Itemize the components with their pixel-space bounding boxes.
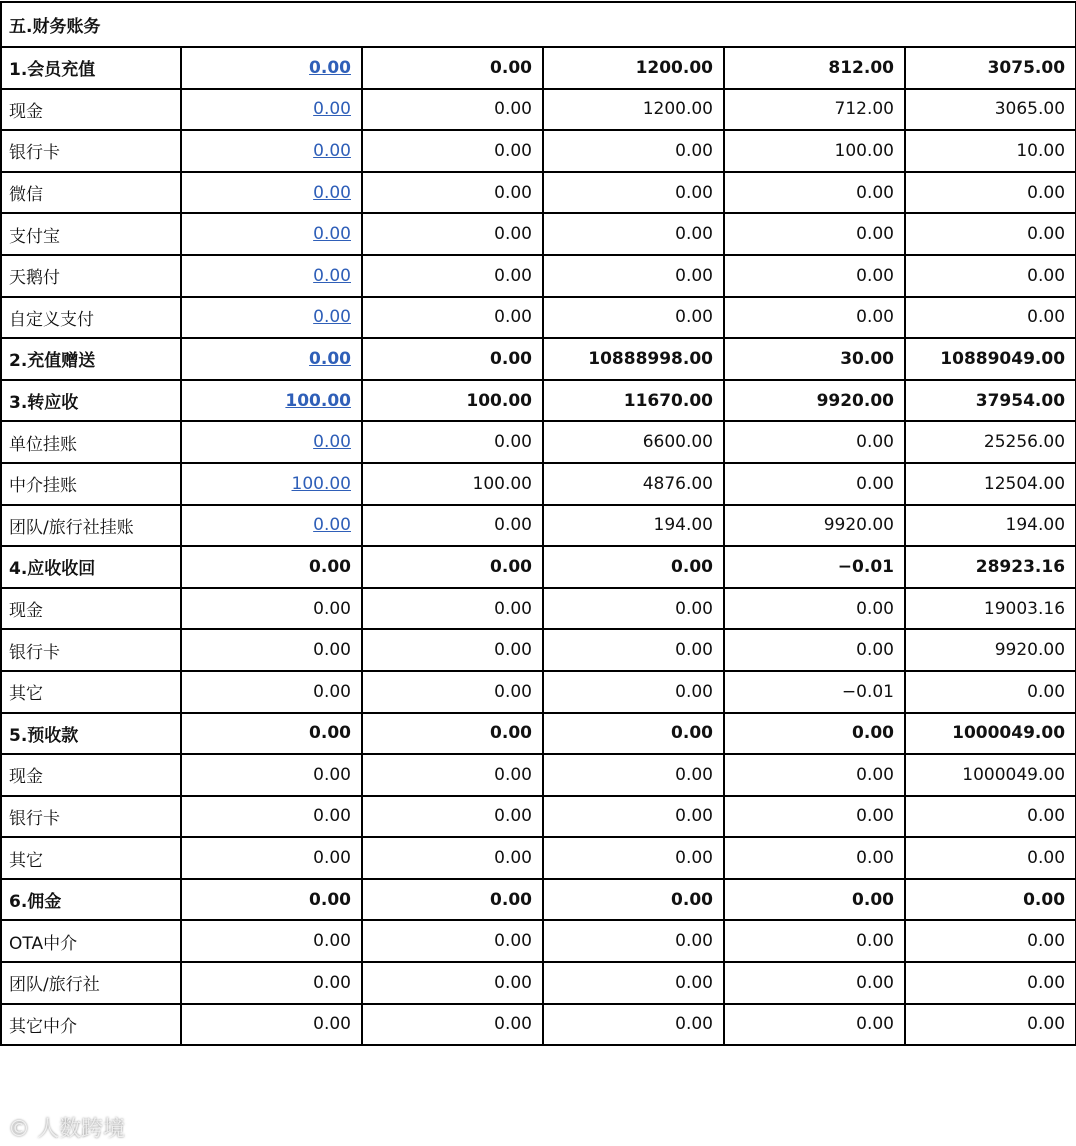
- value-cell-c1: [181, 172, 362, 214]
- value-cell-c1: 0.00: [181, 962, 362, 1004]
- value-cell-c1: 0.00: [181, 1004, 362, 1046]
- row-label: 微信: [1, 172, 181, 214]
- value-cell-c3: 0.00: [543, 213, 724, 255]
- value-cell-c1: 0.00: [181, 546, 362, 588]
- table-row: [1, 546, 1076, 588]
- value-cell-c2: 0.00: [362, 297, 543, 339]
- row-label: 现金: [1, 89, 181, 131]
- value-cell-c3: 0.00: [543, 172, 724, 214]
- value-link[interactable]: 100.00: [291, 473, 351, 494]
- table-row: [1, 796, 1076, 838]
- value-cell-c3: 1200.00: [543, 47, 724, 89]
- table-row: [1, 754, 1076, 796]
- row-label: 6.佣金: [1, 879, 181, 921]
- value-cell-c2: 0.00: [362, 671, 543, 713]
- value-cell-c1: [181, 297, 362, 339]
- value-cell-c3: 10888998.00: [543, 338, 724, 380]
- value-cell-c2: 0.00: [362, 89, 543, 131]
- value-cell-c1: 0.00: [181, 796, 362, 838]
- value-cell-c1: [181, 421, 362, 463]
- value-cell-c2: 0.00: [362, 588, 543, 630]
- value-cell-c5: 3065.00: [905, 89, 1076, 131]
- row-label: 其它中介: [1, 1004, 181, 1046]
- value-cell-c2: 100.00: [362, 380, 543, 422]
- value-cell-c4: −0.01: [724, 671, 905, 713]
- table-row: [1, 505, 1076, 547]
- value-link[interactable]: 0.00: [309, 57, 351, 78]
- value-cell-c5: 25256.00: [905, 421, 1076, 463]
- value-cell-c5: 9920.00: [905, 629, 1076, 671]
- value-cell-c3: 0.00: [543, 546, 724, 588]
- value-cell-c4: 0.00: [724, 837, 905, 879]
- value-cell-c1: 0.00: [181, 713, 362, 755]
- table-row: [1, 879, 1076, 921]
- table-row: [1, 713, 1076, 755]
- finance-table: [0, 1, 1076, 1046]
- value-cell-c3: 0.00: [543, 588, 724, 630]
- value-cell-c1: [181, 130, 362, 172]
- row-label: 银行卡: [1, 796, 181, 838]
- table-row: [1, 213, 1076, 255]
- value-cell-c3: 0.00: [543, 796, 724, 838]
- value-cell-c4: 0.00: [724, 172, 905, 214]
- table-row: [1, 962, 1076, 1004]
- value-cell-c5: 0.00: [905, 962, 1076, 1004]
- watermark: © 人数跨境: [8, 1117, 125, 1142]
- row-label: 团队/旅行社: [1, 962, 181, 1004]
- value-cell-c5: 0.00: [905, 837, 1076, 879]
- table-row: [1, 255, 1076, 297]
- value-cell-c2: 100.00: [362, 463, 543, 505]
- table-row: [1, 172, 1076, 214]
- value-link[interactable]: 100.00: [285, 390, 351, 411]
- value-cell-c3: 0.00: [543, 879, 724, 921]
- value-cell-c5: 0.00: [905, 796, 1076, 838]
- value-link[interactable]: 0.00: [309, 348, 351, 369]
- value-cell-c1: 0.00: [181, 837, 362, 879]
- row-label: 4.应收收回: [1, 546, 181, 588]
- table-row: [1, 1004, 1076, 1046]
- value-cell-c2: 0.00: [362, 796, 543, 838]
- value-cell-c1: [181, 463, 362, 505]
- value-cell-c3: 194.00: [543, 505, 724, 547]
- section-title: 五.财务账务: [1, 2, 1076, 47]
- value-cell-c3: 0.00: [543, 837, 724, 879]
- value-cell-c3: 0.00: [543, 297, 724, 339]
- row-label: 其它: [1, 837, 181, 879]
- value-cell-c5: 0.00: [905, 671, 1076, 713]
- row-label: 5.预收款: [1, 713, 181, 755]
- value-cell-c4: 9920.00: [724, 505, 905, 547]
- value-cell-c2: 0.00: [362, 255, 543, 297]
- value-cell-c5: 28923.16: [905, 546, 1076, 588]
- value-cell-c2: 0.00: [362, 47, 543, 89]
- row-label: 支付宝: [1, 213, 181, 255]
- value-cell-c1: [181, 89, 362, 131]
- value-cell-c2: 0.00: [362, 713, 543, 755]
- value-link[interactable]: 0.00: [313, 140, 351, 161]
- value-cell-c1: [181, 213, 362, 255]
- value-cell-c3: 0.00: [543, 671, 724, 713]
- value-cell-c1: [181, 338, 362, 380]
- value-cell-c3: 0.00: [543, 754, 724, 796]
- value-link[interactable]: 0.00: [313, 265, 351, 286]
- row-label: 3.转应收: [1, 380, 181, 422]
- value-cell-c2: 0.00: [362, 213, 543, 255]
- table-row: [1, 380, 1076, 422]
- value-cell-c4: −0.01: [724, 546, 905, 588]
- row-label: 中介挂账: [1, 463, 181, 505]
- row-label: 银行卡: [1, 130, 181, 172]
- value-cell-c2: 0.00: [362, 1004, 543, 1046]
- value-cell-c1: 0.00: [181, 920, 362, 962]
- value-cell-c4: 0.00: [724, 1004, 905, 1046]
- value-link[interactable]: 0.00: [313, 515, 351, 536]
- value-cell-c1: 0.00: [181, 754, 362, 796]
- value-cell-c4: 712.00: [724, 89, 905, 131]
- row-label: 天鹅付: [1, 255, 181, 297]
- value-cell-c1: [181, 505, 362, 547]
- value-cell-c4: 0.00: [724, 297, 905, 339]
- value-cell-c5: 10.00: [905, 130, 1076, 172]
- value-cell-c5: 10889049.00: [905, 338, 1076, 380]
- value-link[interactable]: 0.00: [313, 307, 351, 328]
- value-cell-c4: 0.00: [724, 920, 905, 962]
- table-row: [1, 629, 1076, 671]
- table-row: [1, 463, 1076, 505]
- value-cell-c5: 3075.00: [905, 47, 1076, 89]
- value-cell-c5: 0.00: [905, 297, 1076, 339]
- value-link[interactable]: 0.00: [313, 432, 351, 453]
- value-cell-c2: 0.00: [362, 172, 543, 214]
- value-cell-c5: 1000049.00: [905, 754, 1076, 796]
- value-cell-c3: 4876.00: [543, 463, 724, 505]
- value-cell-c3: 0.00: [543, 713, 724, 755]
- value-cell-c4: 30.00: [724, 338, 905, 380]
- row-label: 现金: [1, 754, 181, 796]
- value-cell-c2: 0.00: [362, 505, 543, 547]
- value-cell-c5: 37954.00: [905, 380, 1076, 422]
- value-cell-c1: 0.00: [181, 588, 362, 630]
- value-cell-c2: 0.00: [362, 130, 543, 172]
- value-cell-c2: 0.00: [362, 879, 543, 921]
- value-cell-c4: 0.00: [724, 796, 905, 838]
- value-cell-c1: 0.00: [181, 629, 362, 671]
- value-cell-c1: 0.00: [181, 879, 362, 921]
- value-cell-c4: 0.00: [724, 754, 905, 796]
- value-cell-c2: 0.00: [362, 754, 543, 796]
- value-cell-c2: 0.00: [362, 629, 543, 671]
- value-cell-c4: 0.00: [724, 463, 905, 505]
- value-cell-c4: 100.00: [724, 130, 905, 172]
- value-cell-c5: 0.00: [905, 255, 1076, 297]
- value-cell-c3: 0.00: [543, 130, 724, 172]
- value-cell-c5: 1000049.00: [905, 713, 1076, 755]
- value-cell-c4: 0.00: [724, 213, 905, 255]
- value-cell-c3: 0.00: [543, 629, 724, 671]
- value-cell-c4: 9920.00: [724, 380, 905, 422]
- value-cell-c2: 0.00: [362, 837, 543, 879]
- value-cell-c5: 0.00: [905, 172, 1076, 214]
- value-cell-c4: 0.00: [724, 962, 905, 1004]
- value-cell-c3: 0.00: [543, 255, 724, 297]
- value-cell-c3: 0.00: [543, 962, 724, 1004]
- row-label: OTA中介: [1, 920, 181, 962]
- table-row: [1, 920, 1076, 962]
- row-label: 银行卡: [1, 629, 181, 671]
- value-cell-c4: 0.00: [724, 588, 905, 630]
- row-label: 团队/旅行社挂账: [1, 505, 181, 547]
- value-cell-c3: 11670.00: [543, 380, 724, 422]
- value-cell-c4: 812.00: [724, 47, 905, 89]
- table-row: [1, 421, 1076, 463]
- row-label: 2.充值赠送: [1, 338, 181, 380]
- value-cell-c3: 0.00: [543, 920, 724, 962]
- value-cell-c4: 0.00: [724, 255, 905, 297]
- value-cell-c3: 1200.00: [543, 89, 724, 131]
- value-cell-c3: 6600.00: [543, 421, 724, 463]
- value-cell-c4: 0.00: [724, 421, 905, 463]
- row-label: 现金: [1, 588, 181, 630]
- row-label: 其它: [1, 671, 181, 713]
- value-cell-c5: 12504.00: [905, 463, 1076, 505]
- row-label: 1.会员充值: [1, 47, 181, 89]
- value-cell-c2: 0.00: [362, 421, 543, 463]
- table-row: [1, 671, 1076, 713]
- value-cell-c2: 0.00: [362, 962, 543, 1004]
- table-row: [1, 89, 1076, 131]
- table-row: [1, 47, 1076, 89]
- value-cell-c4: 0.00: [724, 879, 905, 921]
- row-label: 单位挂账: [1, 421, 181, 463]
- value-link[interactable]: 0.00: [313, 224, 351, 245]
- row-label: 自定义支付: [1, 297, 181, 339]
- value-cell-c5: 194.00: [905, 505, 1076, 547]
- value-cell-c4: 0.00: [724, 629, 905, 671]
- table-row: [1, 130, 1076, 172]
- table-row: [1, 588, 1076, 630]
- value-cell-c4: 0.00: [724, 713, 905, 755]
- value-cell-c5: 0.00: [905, 1004, 1076, 1046]
- value-cell-c2: 0.00: [362, 338, 543, 380]
- value-cell-c1: 0.00: [181, 671, 362, 713]
- table-row: [1, 338, 1076, 380]
- value-cell-c2: 0.00: [362, 920, 543, 962]
- value-cell-c3: 0.00: [543, 1004, 724, 1046]
- value-cell-c5: 0.00: [905, 879, 1076, 921]
- value-cell-c5: 0.00: [905, 920, 1076, 962]
- value-cell-c5: 19003.16: [905, 588, 1076, 630]
- value-cell-c1: [181, 255, 362, 297]
- table-row: [1, 297, 1076, 339]
- value-cell-c1: [181, 380, 362, 422]
- value-link[interactable]: 0.00: [313, 99, 351, 120]
- value-link[interactable]: 0.00: [313, 182, 351, 203]
- value-cell-c2: 0.00: [362, 546, 543, 588]
- table-row: [1, 837, 1076, 879]
- value-cell-c5: 0.00: [905, 213, 1076, 255]
- section-title-row: [1, 2, 1076, 47]
- value-cell-c1: [181, 47, 362, 89]
